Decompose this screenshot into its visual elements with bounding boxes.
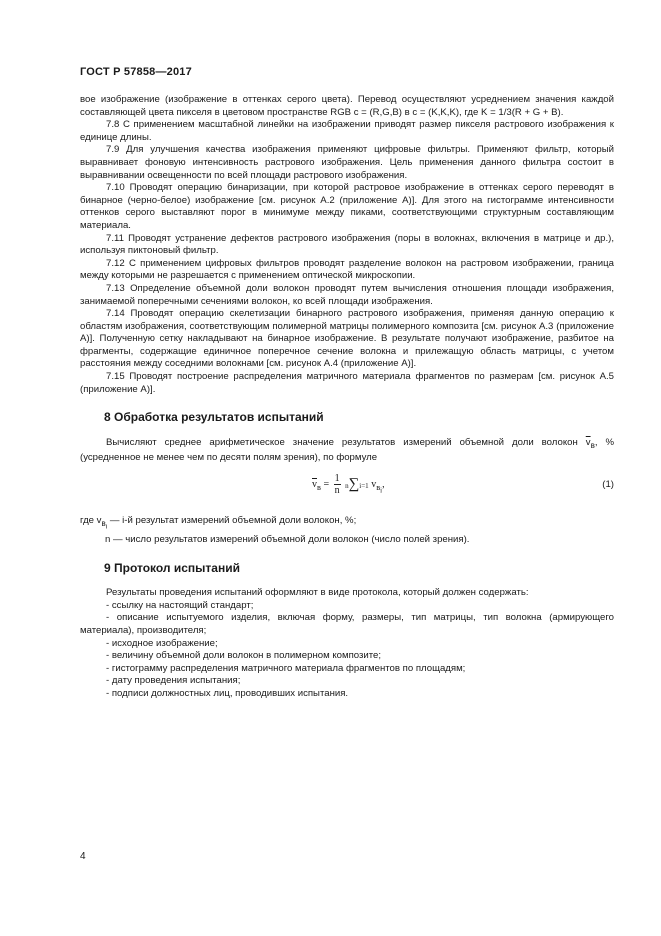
list-item: - дату проведения испытания; <box>106 675 241 687</box>
list-item: - исходное изображение; <box>106 637 218 649</box>
formula-number: (1) <box>602 478 614 490</box>
page-number: 4 <box>80 851 86 862</box>
vb-symbol: $\overline{v}$ <box>585 436 591 448</box>
formula-1 <box>80 469 614 513</box>
where-definition-2: n — число результатов измерений объемной доли волокон (число полей зрения). <box>105 534 470 546</box>
list-item: - подписи должностных лиц, проводивших испытания. <box>106 687 349 699</box>
sum-symbol: n∑i=1 <box>345 475 369 492</box>
paragraph-7-15: 7.15 Проводят построение распределения матричного материала фрагментов по размерам [см. рисунок А.5 (приложение А)]. <box>80 371 614 395</box>
where-definition-1: где $v_{в_i}$ — i-й результат измерений объемной доли волокон, %; <box>80 514 357 531</box>
section-8-intro: Вычисляют среднее арифметическое значение результатов измерений объемной доли волокон $\overline{v}_в$, % (усредненное не менее чем по десяти полям зрения), по формуле <box>80 436 614 464</box>
fraction: $\frac{1}{n}$ <box>334 472 340 496</box>
paragraph-7-13: 7.13 Определение объемной доли волокон проводят путем вычисления отношения площади изображения, занимаемой поперечными сечениями волокон, ко всей площади изображения. <box>80 282 614 307</box>
list-item: - ссылку на настоящий стандарт; <box>106 599 254 611</box>
list-item: - гистограмму распределения матричного материала фрагментов по площадям; <box>106 662 466 674</box>
paragraph-7-12: 7.12 С применением цифровых фильтров проводят разделение волокон на растровом изображении, граница между которыми не разрешается с применением оптической микроскопии. <box>80 257 614 282</box>
paragraph-7-9: 7.9 Для улучшения качества изображения применяют цифровые фильтры. Применяют фильтр, который выравнивает фоновую интенсивность растрового изображения. Цель применения данного фильтра состоит в выравнивании освещенности по всей площади растрового изображения. <box>80 144 614 181</box>
document-body <box>80 94 614 701</box>
list-item: - величину объемной доли волокон в полимерном композите; <box>106 650 382 662</box>
list-item: - описание испытуемого изделия, включая форму, размеры, тип матрицы, тип волокна (армирующего материала), производителя; <box>80 612 614 636</box>
section-9-title: 9 Протокол испытаний <box>104 560 240 575</box>
formula-math: $\overline{v}_в$ = $\frac{1}{n}$ n∑i=1 $v_{в_i}$, <box>312 472 385 496</box>
section-9-intro: Результаты проведения испытаний оформляют в виде протокола, который должен содержать: <box>106 587 529 599</box>
paragraph-7-14: 7.14 Проводят операцию скелетизации бинарного растрового изображения, применяя данную операцию к областям изображения, соответствующим полимерной матрицы полимерного композита [см. рисунок А.3 (приложение А)]. Полученную сетку накладывают на бинарное изображение. В результате получают изображение, разбитое на фрагменты, содержащие единичное поперечное сечение волокна и прилежащую область матрицы, с учетом расстояния между соседними волокнами [см. рисунок А.4 (приложение А)]. <box>80 308 614 370</box>
section-8-title: 8 Обработка результатов испытаний <box>104 410 324 425</box>
paragraph-7-11: 7.11 Проводят устранение дефектов растрового изображения (поры в волокнах, включения в матрице и др.), используя пиктоновый фильтр. <box>80 232 614 257</box>
paragraph-7-cont: вое изображение (изображение в оттенках серого цвета). Перевод осуществляют усреднением значения каждой составляющей цвета пикселя в цветовом пространстве RGB c = (R,G,B) в c = (K,K,K), где K = 1/3(R + G + B). <box>80 94 614 118</box>
protocol-list <box>80 600 614 701</box>
document-header: ГОСТ Р 57858—2017 <box>80 66 192 78</box>
paragraph-7-8: 7.8 С применением масштабной линейки на изображении приводят размер пикселя растрового изображения к единице длины. <box>80 119 614 143</box>
paragraph-7-10: 7.10 Проводят операцию бинаризации, при которой растровое изображение в оттенках серого переводят в бинарное (черно-белое) изображение [см. рисунок А.2 (приложение А)]. Для этого на гистограмме интенсивности оттенков серого выставляют порог в минимуме между пиками, соответствующими структурным составляющим материала. <box>80 182 614 231</box>
